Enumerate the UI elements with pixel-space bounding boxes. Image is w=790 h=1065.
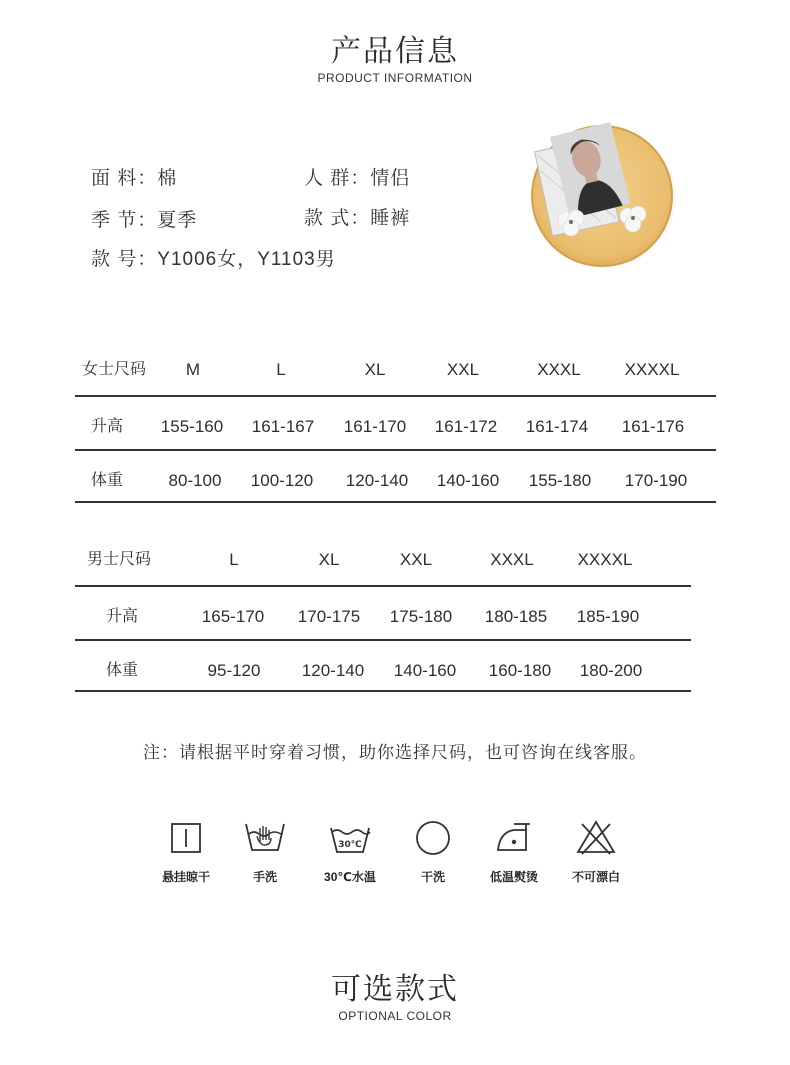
men-size-label: 男士尺码 bbox=[87, 551, 152, 568]
care-label: 手洗 bbox=[252, 870, 277, 884]
table-cell: 140-160 bbox=[393, 661, 457, 680]
info-crowd: 人 群：情侣 bbox=[304, 168, 411, 189]
info-model: 款 号：Y1006女，Y1103男 bbox=[91, 249, 336, 270]
care-label: 不可漂白 bbox=[571, 870, 620, 884]
info-material: 面 料：棉 bbox=[91, 168, 178, 189]
women-height-row bbox=[0, 407, 790, 447]
women-header-row bbox=[0, 350, 790, 390]
table-divider bbox=[75, 501, 716, 503]
care-wash-30 bbox=[310, 818, 390, 885]
care-iron-low bbox=[474, 818, 554, 885]
hand-wash-icon bbox=[243, 818, 287, 858]
table-divider bbox=[75, 395, 716, 397]
table-divider bbox=[75, 639, 691, 641]
men-weight-row bbox=[0, 651, 790, 691]
table-divider bbox=[75, 449, 716, 451]
men-size-xl: XL bbox=[318, 550, 340, 569]
men-size-l: L bbox=[229, 550, 239, 569]
men-header-row bbox=[0, 540, 790, 580]
wash-temp-badge: 30℃ bbox=[338, 840, 362, 850]
table-cell: 165-170 bbox=[201, 607, 265, 626]
table-cell: 120-140 bbox=[345, 471, 409, 490]
women-size-xxl: XXL bbox=[446, 360, 480, 379]
women-size-label: 女士尺码 bbox=[82, 361, 147, 378]
info-style: 款 式：睡裤 bbox=[304, 208, 411, 229]
women-weight-row bbox=[0, 461, 790, 501]
row-label-height: 升高 bbox=[106, 608, 139, 625]
table-divider bbox=[75, 690, 691, 692]
dry-clean-icon bbox=[413, 818, 453, 858]
table-cell: 161-176 bbox=[621, 417, 685, 436]
table-cell: 100-120 bbox=[250, 471, 314, 490]
care-hand-wash bbox=[225, 818, 305, 885]
women-size-xxxl: XXXL bbox=[537, 360, 581, 379]
table-cell: 180-200 bbox=[579, 661, 643, 680]
table-cell: 160-180 bbox=[488, 661, 552, 680]
care-label: 30℃水温 bbox=[324, 870, 376, 884]
size-note: 注：请根据平时穿着习惯，助你选择尺码，也可咨询在线客服。 bbox=[143, 743, 647, 762]
table-cell: 155-160 bbox=[160, 417, 224, 436]
care-label: 悬挂晾干 bbox=[161, 870, 210, 884]
page-title: 产品信息 bbox=[331, 35, 459, 68]
product-photo bbox=[530, 112, 680, 272]
care-label: 干洗 bbox=[420, 870, 445, 884]
row-label-height: 升高 bbox=[91, 418, 124, 435]
table-cell: 161-172 bbox=[434, 417, 498, 436]
women-size-xl: XL bbox=[364, 360, 386, 379]
women-size-xxxxl: XXXXL bbox=[624, 360, 680, 379]
info-season: 季 节：夏季 bbox=[91, 210, 198, 231]
section-title: 可选款式 bbox=[331, 973, 459, 1006]
hang-dry-icon bbox=[166, 818, 206, 858]
care-dry-clean bbox=[393, 818, 473, 885]
table-cell: 120-140 bbox=[301, 661, 365, 680]
table-cell: 185-190 bbox=[576, 607, 640, 626]
row-label-weight: 体重 bbox=[106, 662, 139, 679]
men-size-xxxxl: XXXXL bbox=[577, 550, 633, 569]
care-label: 低温熨烫 bbox=[489, 870, 538, 884]
table-cell: 140-160 bbox=[436, 471, 500, 490]
care-no-bleach bbox=[556, 818, 636, 885]
table-cell: 161-167 bbox=[251, 417, 315, 436]
men-height-row bbox=[0, 597, 790, 637]
women-size-m: M bbox=[185, 360, 201, 379]
table-cell: 155-180 bbox=[528, 471, 592, 490]
men-size-xxxl: XXXL bbox=[490, 550, 534, 569]
table-cell: 170-190 bbox=[624, 471, 688, 490]
no-bleach-icon bbox=[574, 818, 618, 858]
women-size-l: L bbox=[276, 360, 286, 379]
table-cell: 95-120 bbox=[207, 661, 261, 680]
table-cell: 170-175 bbox=[297, 607, 361, 626]
table-cell: 161-174 bbox=[525, 417, 589, 436]
men-size-xxl: XXL bbox=[399, 550, 433, 569]
table-cell: 161-170 bbox=[343, 417, 407, 436]
table-cell: 175-180 bbox=[389, 607, 453, 626]
iron-low-icon bbox=[492, 818, 536, 858]
section-subtitle: OPTIONAL COLOR bbox=[338, 1009, 452, 1023]
wash-30-icon bbox=[328, 818, 372, 858]
table-cell: 80-100 bbox=[168, 471, 222, 490]
table-cell: 180-185 bbox=[484, 607, 548, 626]
care-hang-dry bbox=[146, 818, 226, 885]
page-subtitle: PRODUCT INFORMATION bbox=[317, 71, 473, 85]
table-divider bbox=[75, 585, 691, 587]
row-label-weight: 体重 bbox=[91, 472, 124, 489]
